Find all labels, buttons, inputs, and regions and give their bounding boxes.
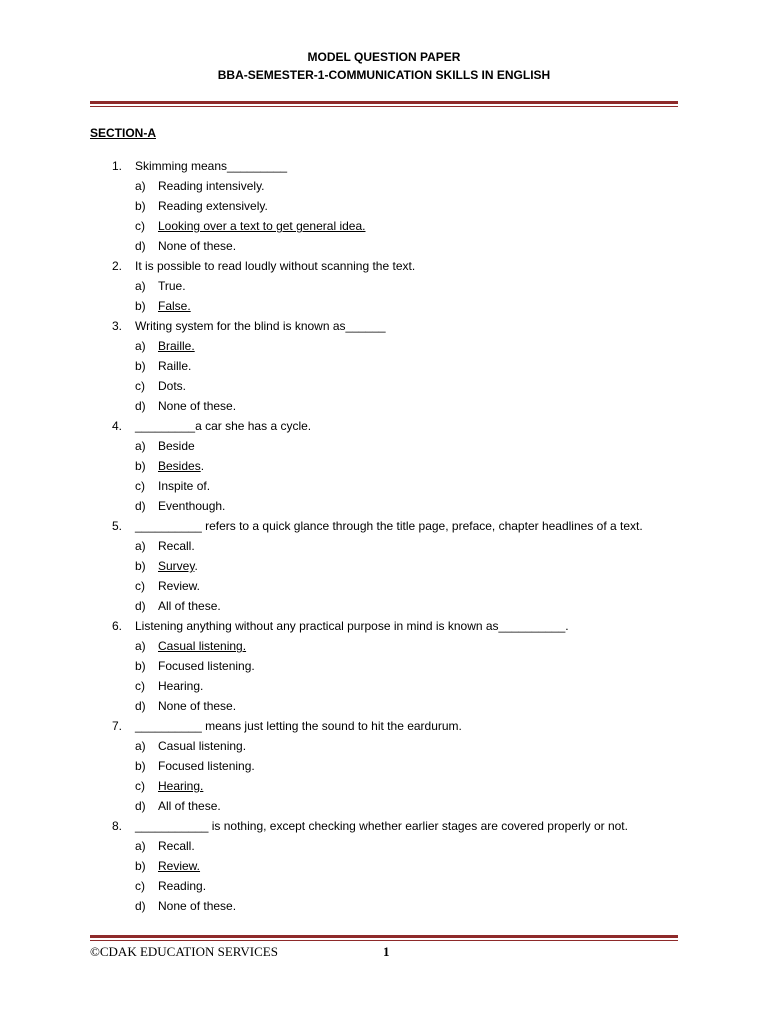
option-line: [0, 756, 768, 776]
answer-option-text: [158, 336, 195, 356]
option-label: Survey: [158, 559, 195, 573]
option-line: [0, 736, 768, 756]
question-item: [0, 616, 768, 716]
question-number: 1.: [112, 159, 123, 173]
option-text: [158, 176, 265, 196]
option-letter: c): [135, 879, 145, 893]
option-text: [158, 376, 186, 396]
option-label: Eventhough.: [158, 499, 226, 513]
question-number: 6.: [112, 619, 123, 633]
question-line: [0, 816, 768, 836]
option-label: None of these.: [158, 899, 237, 913]
option-line: [0, 456, 768, 476]
option-label: Raille.: [158, 359, 192, 373]
option-letter: c): [135, 479, 145, 493]
option-letter: a): [135, 279, 146, 293]
option-letter: a): [135, 739, 146, 753]
option-line: [0, 496, 768, 516]
option-line: [0, 676, 768, 696]
option-line: [0, 276, 768, 296]
option-line: [0, 556, 768, 576]
option-letter: b): [135, 359, 146, 373]
answer-option-text: [158, 296, 191, 316]
answer-option-text: [158, 216, 365, 236]
option-label: Inspite of.: [158, 479, 211, 493]
option-label: Beside: [158, 439, 195, 453]
option-label: Looking over a text to get general idea.: [158, 219, 366, 233]
option-label: Casual listening.: [158, 739, 247, 753]
option-label: Reading.: [158, 879, 207, 893]
option-text: [158, 476, 210, 496]
option-letter: d): [135, 239, 146, 253]
option-letter: b): [135, 299, 146, 313]
option-text: [158, 756, 255, 776]
option-letter: a): [135, 339, 146, 353]
option-label: None of these.: [158, 699, 237, 713]
page-number: 1: [383, 944, 390, 959]
answer-option-text: [158, 456, 204, 476]
question-text: __________ means just letting the sound to hit the eardurum.: [135, 719, 462, 733]
option-letter: c): [135, 579, 145, 593]
option-line: [0, 856, 768, 876]
option-label: Review.: [158, 579, 201, 593]
question-text: _________a car she has a cycle.: [135, 419, 312, 433]
question-number: 2.: [112, 259, 123, 273]
footer-rule: [90, 935, 678, 941]
option-label: Reading intensively.: [158, 179, 265, 193]
option-letter: d): [135, 799, 146, 813]
header-rule: [90, 101, 678, 107]
option-label: Focused listening.: [158, 659, 255, 673]
option-line: [0, 776, 768, 796]
question-item: [0, 516, 768, 616]
option-line: [0, 196, 768, 216]
section-title: SECTION-A: [90, 126, 156, 140]
answer-option-text: [158, 556, 198, 576]
option-text: [158, 836, 195, 856]
option-line: [0, 876, 768, 896]
option-letter: d): [135, 499, 146, 513]
question-text: Writing system for the blind is known as______: [135, 319, 386, 333]
option-line: [0, 296, 768, 316]
option-label: None of these.: [158, 239, 237, 253]
option-text: [158, 356, 191, 376]
option-line: [0, 216, 768, 236]
question-item: [0, 256, 768, 316]
option-line: [0, 636, 768, 656]
option-letter: d): [135, 899, 146, 913]
option-line: [0, 696, 768, 716]
question-text: Listening anything without any practical purpose in mind is known as__________.: [135, 619, 569, 633]
option-text: [158, 436, 195, 456]
option-line: [0, 896, 768, 916]
option-label: Hearing.: [158, 679, 204, 693]
option-letter: b): [135, 459, 146, 473]
option-line: [0, 536, 768, 556]
question-number: 7.: [112, 719, 123, 733]
footer-publisher: ©CDAK EDUCATION SERVICES: [90, 944, 278, 959]
option-label: Braille.: [158, 339, 195, 353]
question-text: It is possible to read loudly without scanning the text.: [135, 259, 416, 273]
paper-subtitle: BBA-SEMESTER-1-COMMUNICATION SKILLS IN ENGLISH: [217, 68, 551, 82]
option-label: Recall.: [158, 539, 195, 553]
option-line: [0, 396, 768, 416]
question-text: Skimming means_________: [135, 159, 288, 173]
option-text: [158, 196, 268, 216]
question-line: [0, 156, 768, 176]
option-letter: d): [135, 599, 146, 613]
option-label: Reading extensively.: [158, 199, 268, 213]
option-text: [158, 276, 186, 296]
question-item: [0, 816, 768, 916]
option-line: [0, 796, 768, 816]
option-line: [0, 336, 768, 356]
question-list: [0, 156, 768, 916]
question-item: [0, 156, 768, 256]
option-letter: d): [135, 399, 146, 413]
option-text: [158, 736, 246, 756]
option-line: [0, 596, 768, 616]
option-label: Besides: [158, 459, 201, 473]
question-line: [0, 516, 768, 536]
paper-title: MODEL QUESTION PAPER: [307, 50, 461, 64]
option-letter: b): [135, 759, 146, 773]
option-letter: a): [135, 639, 146, 653]
option-letter: b): [135, 859, 146, 873]
option-label: Dots.: [158, 379, 187, 393]
answer-option-text: [158, 776, 203, 796]
question-text: __________ refers to a quick glance through the title page, preface, chapter headlines of a text.: [135, 519, 643, 533]
option-text: [158, 676, 203, 696]
answer-option-text: [158, 856, 200, 876]
option-letter: b): [135, 199, 146, 213]
option-letter: b): [135, 559, 146, 573]
option-letter: a): [135, 439, 146, 453]
question-line: [0, 256, 768, 276]
option-line: [0, 376, 768, 396]
question-number: 4.: [112, 419, 123, 433]
option-line: [0, 176, 768, 196]
option-line: [0, 836, 768, 856]
option-letter: c): [135, 379, 145, 393]
option-line: [0, 236, 768, 256]
option-letter: b): [135, 659, 146, 673]
document-header: [0, 48, 768, 84]
option-line: [0, 356, 768, 376]
option-letter: a): [135, 179, 146, 193]
option-label: False.: [158, 299, 191, 313]
option-text: [158, 396, 236, 416]
option-label: Recall.: [158, 839, 195, 853]
option-letter: a): [135, 839, 146, 853]
option-line: [0, 656, 768, 676]
option-label: None of these.: [158, 399, 237, 413]
option-text: [158, 536, 195, 556]
question-item: [0, 716, 768, 816]
option-line: [0, 576, 768, 596]
option-letter: c): [135, 219, 145, 233]
option-label: Review.: [158, 859, 201, 873]
option-letter: a): [135, 539, 146, 553]
question-line: [0, 616, 768, 636]
option-letter: d): [135, 699, 146, 713]
question-item: [0, 316, 768, 416]
answer-option-text: [158, 636, 246, 656]
option-label: All of these.: [158, 599, 221, 613]
option-text: [158, 796, 221, 816]
option-label: Focused listening.: [158, 759, 255, 773]
option-text: [158, 496, 225, 516]
option-label: Casual listening.: [158, 639, 247, 653]
option-label: All of these.: [158, 799, 221, 813]
option-text: [158, 696, 236, 716]
question-text: ___________ is nothing, except checking whether earlier stages are covered properly or not.: [135, 819, 628, 833]
question-line: [0, 316, 768, 336]
question-number: 3.: [112, 319, 123, 333]
option-text: [158, 576, 200, 596]
option-label: True.: [158, 279, 186, 293]
question-number: 8.: [112, 819, 123, 833]
option-line: [0, 476, 768, 496]
option-line: [0, 436, 768, 456]
option-suffix: .: [194, 559, 198, 573]
option-text: [158, 236, 236, 256]
option-text: [158, 896, 236, 916]
question-line: [0, 416, 768, 436]
option-text: [158, 876, 206, 896]
option-suffix: .: [200, 459, 205, 473]
option-letter: c): [135, 779, 145, 793]
option-letter: c): [135, 679, 145, 693]
question-number: 5.: [112, 519, 123, 533]
option-label: Hearing.: [158, 779, 204, 793]
question-line: [0, 716, 768, 736]
option-text: [158, 596, 221, 616]
option-text: [158, 656, 255, 676]
question-item: [0, 416, 768, 516]
